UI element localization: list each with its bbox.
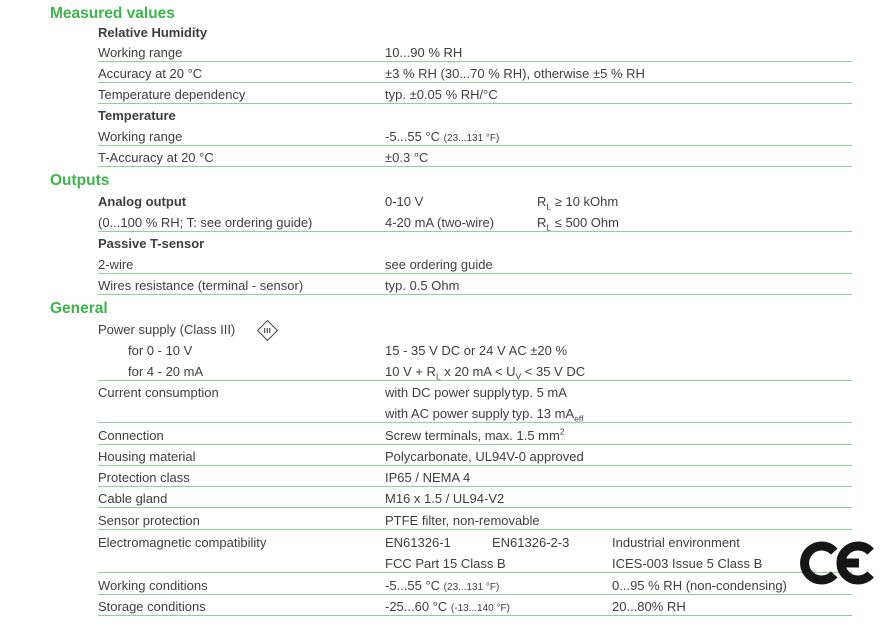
row-label: Connection	[98, 428, 164, 443]
row-label: (0...100 % RH; T: see ordering guide)	[98, 215, 313, 230]
row-underline	[98, 380, 852, 381]
row-underline	[98, 166, 852, 167]
spec-row	[0, 599, 880, 616]
spec-row	[0, 449, 880, 466]
section-heading	[0, 300, 880, 317]
row-value: EN61326-2-3	[492, 535, 570, 550]
section-heading	[0, 5, 880, 22]
row-value: 15 - 35 V DC or 24 V AC ±20 %	[385, 343, 567, 358]
row-value: typ. 5 mA	[512, 385, 567, 400]
row-value: 0...95 % RH (non-condensing)	[612, 578, 787, 593]
row-underline	[98, 294, 852, 295]
row-underline	[98, 594, 852, 595]
row-label: Relative Humidity	[98, 25, 208, 40]
row-label: Sensor protection	[98, 513, 200, 528]
row-label: Analog output	[98, 194, 187, 209]
row-value: with DC power supply	[385, 385, 511, 400]
section-title: Measured values	[50, 5, 175, 22]
row-underline	[98, 145, 852, 146]
spec-row	[0, 491, 880, 508]
group-heading	[0, 25, 880, 42]
row-label: Power supply (Class III)	[98, 322, 236, 337]
row-label: Working range	[98, 45, 183, 60]
row-label: Wires resistance (terminal - sensor)	[98, 278, 304, 293]
row-underline	[98, 422, 852, 423]
row-label: Accuracy at 20 °C	[98, 66, 203, 81]
spec-row	[0, 322, 880, 339]
row-underline	[98, 273, 852, 274]
row-label: Current consumption	[98, 385, 219, 400]
group-heading	[0, 108, 880, 125]
spec-row	[0, 470, 880, 487]
row-label: Temperature dependency	[98, 87, 246, 102]
row-value: 20...80% RH	[612, 599, 686, 614]
section-title: General	[50, 300, 108, 317]
spec-row	[0, 364, 880, 381]
row-underline	[98, 61, 852, 62]
row-label: for 0 - 10 V	[128, 343, 193, 358]
row-underline	[98, 486, 852, 487]
spec-row	[0, 129, 880, 146]
row-value: 4-20 mA (two-wire)	[385, 215, 495, 230]
spec-row	[0, 66, 880, 83]
spec-row	[0, 578, 880, 595]
row-underline	[98, 572, 852, 573]
row-label: Storage conditions	[98, 599, 206, 614]
spec-row	[0, 194, 880, 211]
row-value: typ. 0.5 Ohm	[385, 278, 460, 293]
group-heading	[0, 236, 880, 253]
row-value: Screw terminals, max. 1.5 $mm^2$	[385, 426, 565, 443]
row-underline	[98, 465, 852, 466]
row-value: typ. ±0.05 % RH/°C	[385, 87, 498, 102]
section-title: Outputs	[50, 172, 110, 189]
row-label: 2-wire	[98, 257, 134, 272]
section-heading	[0, 172, 880, 189]
row-underline	[98, 507, 852, 508]
row-underline	[98, 444, 852, 445]
row-value: ±3 % RH (30...70 % RH), otherwise ±5 % RH	[385, 66, 645, 81]
row-label: Temperature	[98, 108, 176, 123]
row-underline	[98, 82, 852, 83]
row-underline	[98, 615, 852, 616]
row-value: -5...55 °C (23...131 °F)	[385, 578, 500, 593]
spec-row	[0, 215, 880, 232]
row-label: T-Accuracy at 20 °C	[98, 150, 214, 165]
spec-row	[0, 87, 880, 104]
row-value: typ. 13 $mA_{eff}$	[512, 406, 584, 424]
row-value: EN61326-1	[385, 535, 451, 550]
row-value: with AC power supply	[385, 406, 510, 421]
row-value: ±0.3 °C	[385, 150, 429, 165]
spec-row	[0, 556, 880, 573]
row-label: for 4 - 20 mA	[128, 364, 204, 379]
row-label: Passive T-sensor	[98, 236, 205, 251]
row-value: -25...60 °C (-13...140 °F)	[385, 599, 510, 614]
row-label: Working range	[98, 129, 183, 144]
row-value: PTFE filter, non-removable	[385, 513, 540, 528]
spec-row	[0, 428, 880, 445]
spec-row	[0, 535, 880, 552]
row-label: Electromagnetic compatibility	[98, 535, 267, 550]
row-value: IP65 / NEMA 4	[385, 470, 471, 485]
row-value: see ordering guide	[385, 257, 493, 272]
spec-row	[0, 257, 880, 274]
row-value: -5...55 °C (23...131 °F)	[385, 129, 500, 144]
class-iii-protection-icon: III	[257, 320, 278, 341]
row-value: ICES-003 Issue 5 Class B	[612, 556, 763, 571]
row-value: 10...90 % RH	[385, 45, 463, 60]
row-underline	[98, 231, 852, 232]
row-label: Cable gland	[98, 491, 168, 506]
spec-row	[0, 278, 880, 295]
row-value: Polycarbonate, UL94V-0 approved	[385, 449, 584, 464]
ce-mark-icon	[800, 539, 878, 587]
spec-row	[0, 150, 880, 167]
row-value: $R_L \le 500$ Ohm	[537, 215, 619, 233]
row-value: 10 $V + R_L$ x 20 mA < $U_V < 35$ V DC	[385, 364, 586, 382]
row-value: M16 x 1.5 / UL94-V2	[385, 491, 505, 506]
row-label: Housing material	[98, 449, 196, 464]
row-value: FCC Part 15 Class B	[385, 556, 506, 571]
row-underline	[98, 103, 852, 104]
spec-row	[0, 406, 880, 423]
spec-row	[0, 45, 880, 62]
row-value: Industrial environment	[612, 535, 740, 550]
row-label: Working conditions	[98, 578, 208, 593]
spec-row	[0, 343, 880, 360]
row-value: $R_L \ge 10$ kOhm	[537, 194, 619, 212]
spec-row	[0, 385, 880, 402]
row-label: Protection class	[98, 470, 190, 485]
row-underline	[98, 529, 852, 530]
row-value: 0-10 V	[385, 194, 424, 209]
spec-row	[0, 513, 880, 530]
